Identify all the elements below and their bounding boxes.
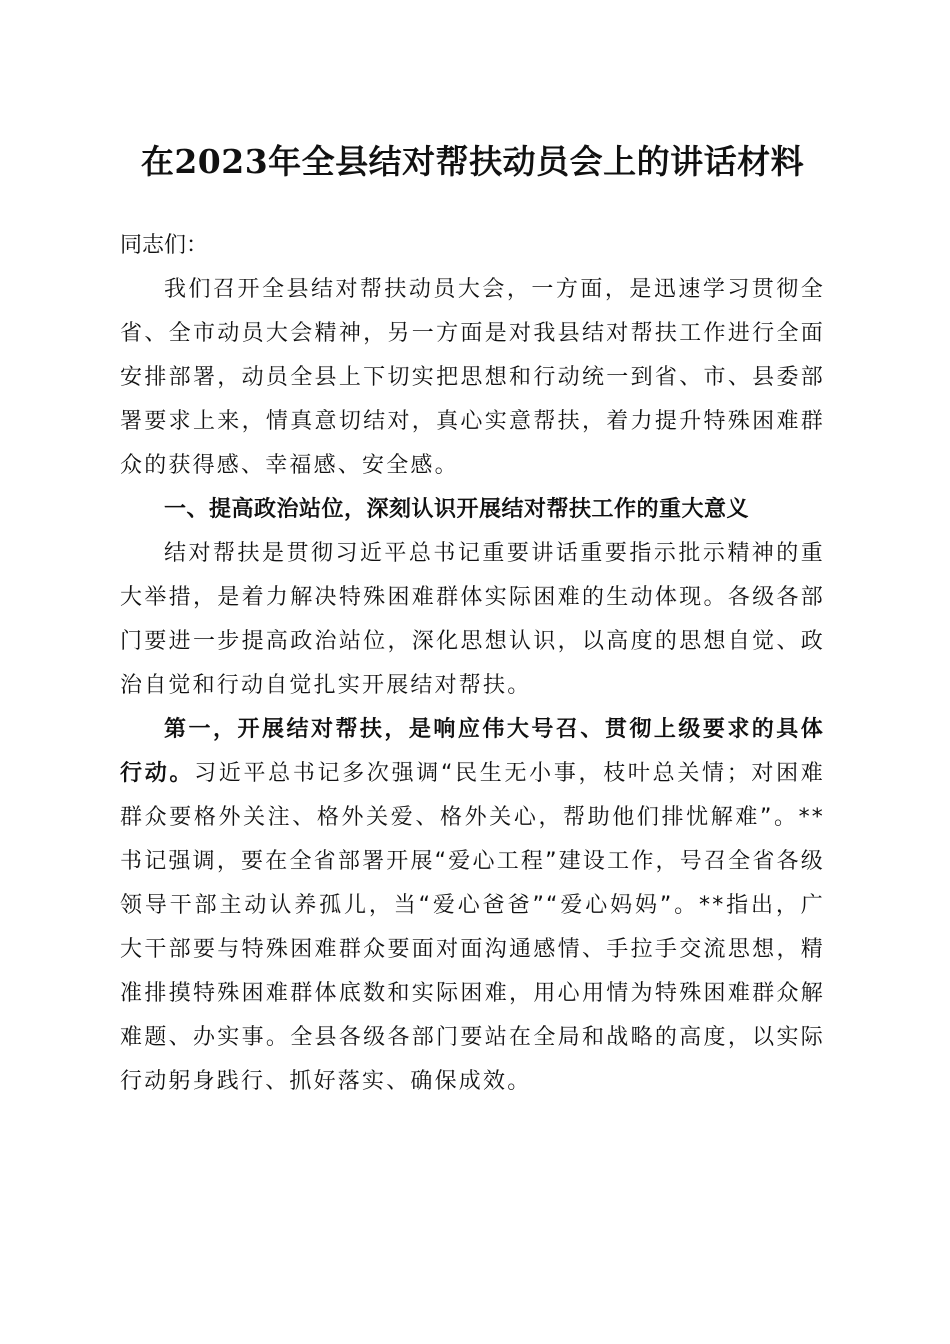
point-1-body: 习近平总书记多次强调“民生无小事，枝叶总关情；对困难群众要格外关注、格外关爱、格外关心，帮助他们排忧解难”。**书记强调，要在全省部署开展“爱心工程”建设工作，号召全省各级领导干部主动认养孤儿，当“爱心爸爸”“爱心妈妈”。**指出，广大干部要与特殊困难群众要面对面沟通感情、手拉手交流思想，精准排摸特殊困难群体底数和实际困难，用心用情为特殊困难群众解难题、办实事。全县各级各部门要站在全局和战略的高度，以实际行动躬身践行、抓好落实、确保成效。: [120, 761, 825, 1094]
document-title: 在2023年全县结对帮扶动员会上的讲话材料: [140, 142, 805, 181]
point-1-paragraph: [120, 708, 825, 1104]
section-heading-1: 一、提高政治站位，深刻认识开展结对帮扶工作的重大意义: [164, 497, 750, 522]
document-page: [120, 140, 825, 1104]
intro-paragraph: 我们召开全县结对帮扶动员大会，一方面，是迅速学习贯彻全省、全市动员大会精神，另一方面是对我县结对帮扶工作进行全面安排部署，动员全县上下切实把思想和行动统一到省、市、县委部署要求上来，情真意切结对，真心实意帮扶，着力提升特殊困难群众的获得感、幸福感、安全感。: [120, 277, 825, 478]
point-1-lead: 第一，开展结对帮扶，是响应伟大号召、贯彻上级要求的具体行动。: [120, 717, 825, 786]
section-1-paragraph: 结对帮扶是贯彻习近平总书记重要讲话重要指示批示精神的重大举措，是着力解决特殊困难群体实际困难的生动体现。各级各部门要进一步提高政治站位，深化思想认识，以高度的思想自觉、政治自觉和行动自觉扎实开展结对帮扶。: [120, 541, 825, 698]
salutation: 同志们：: [120, 233, 209, 258]
